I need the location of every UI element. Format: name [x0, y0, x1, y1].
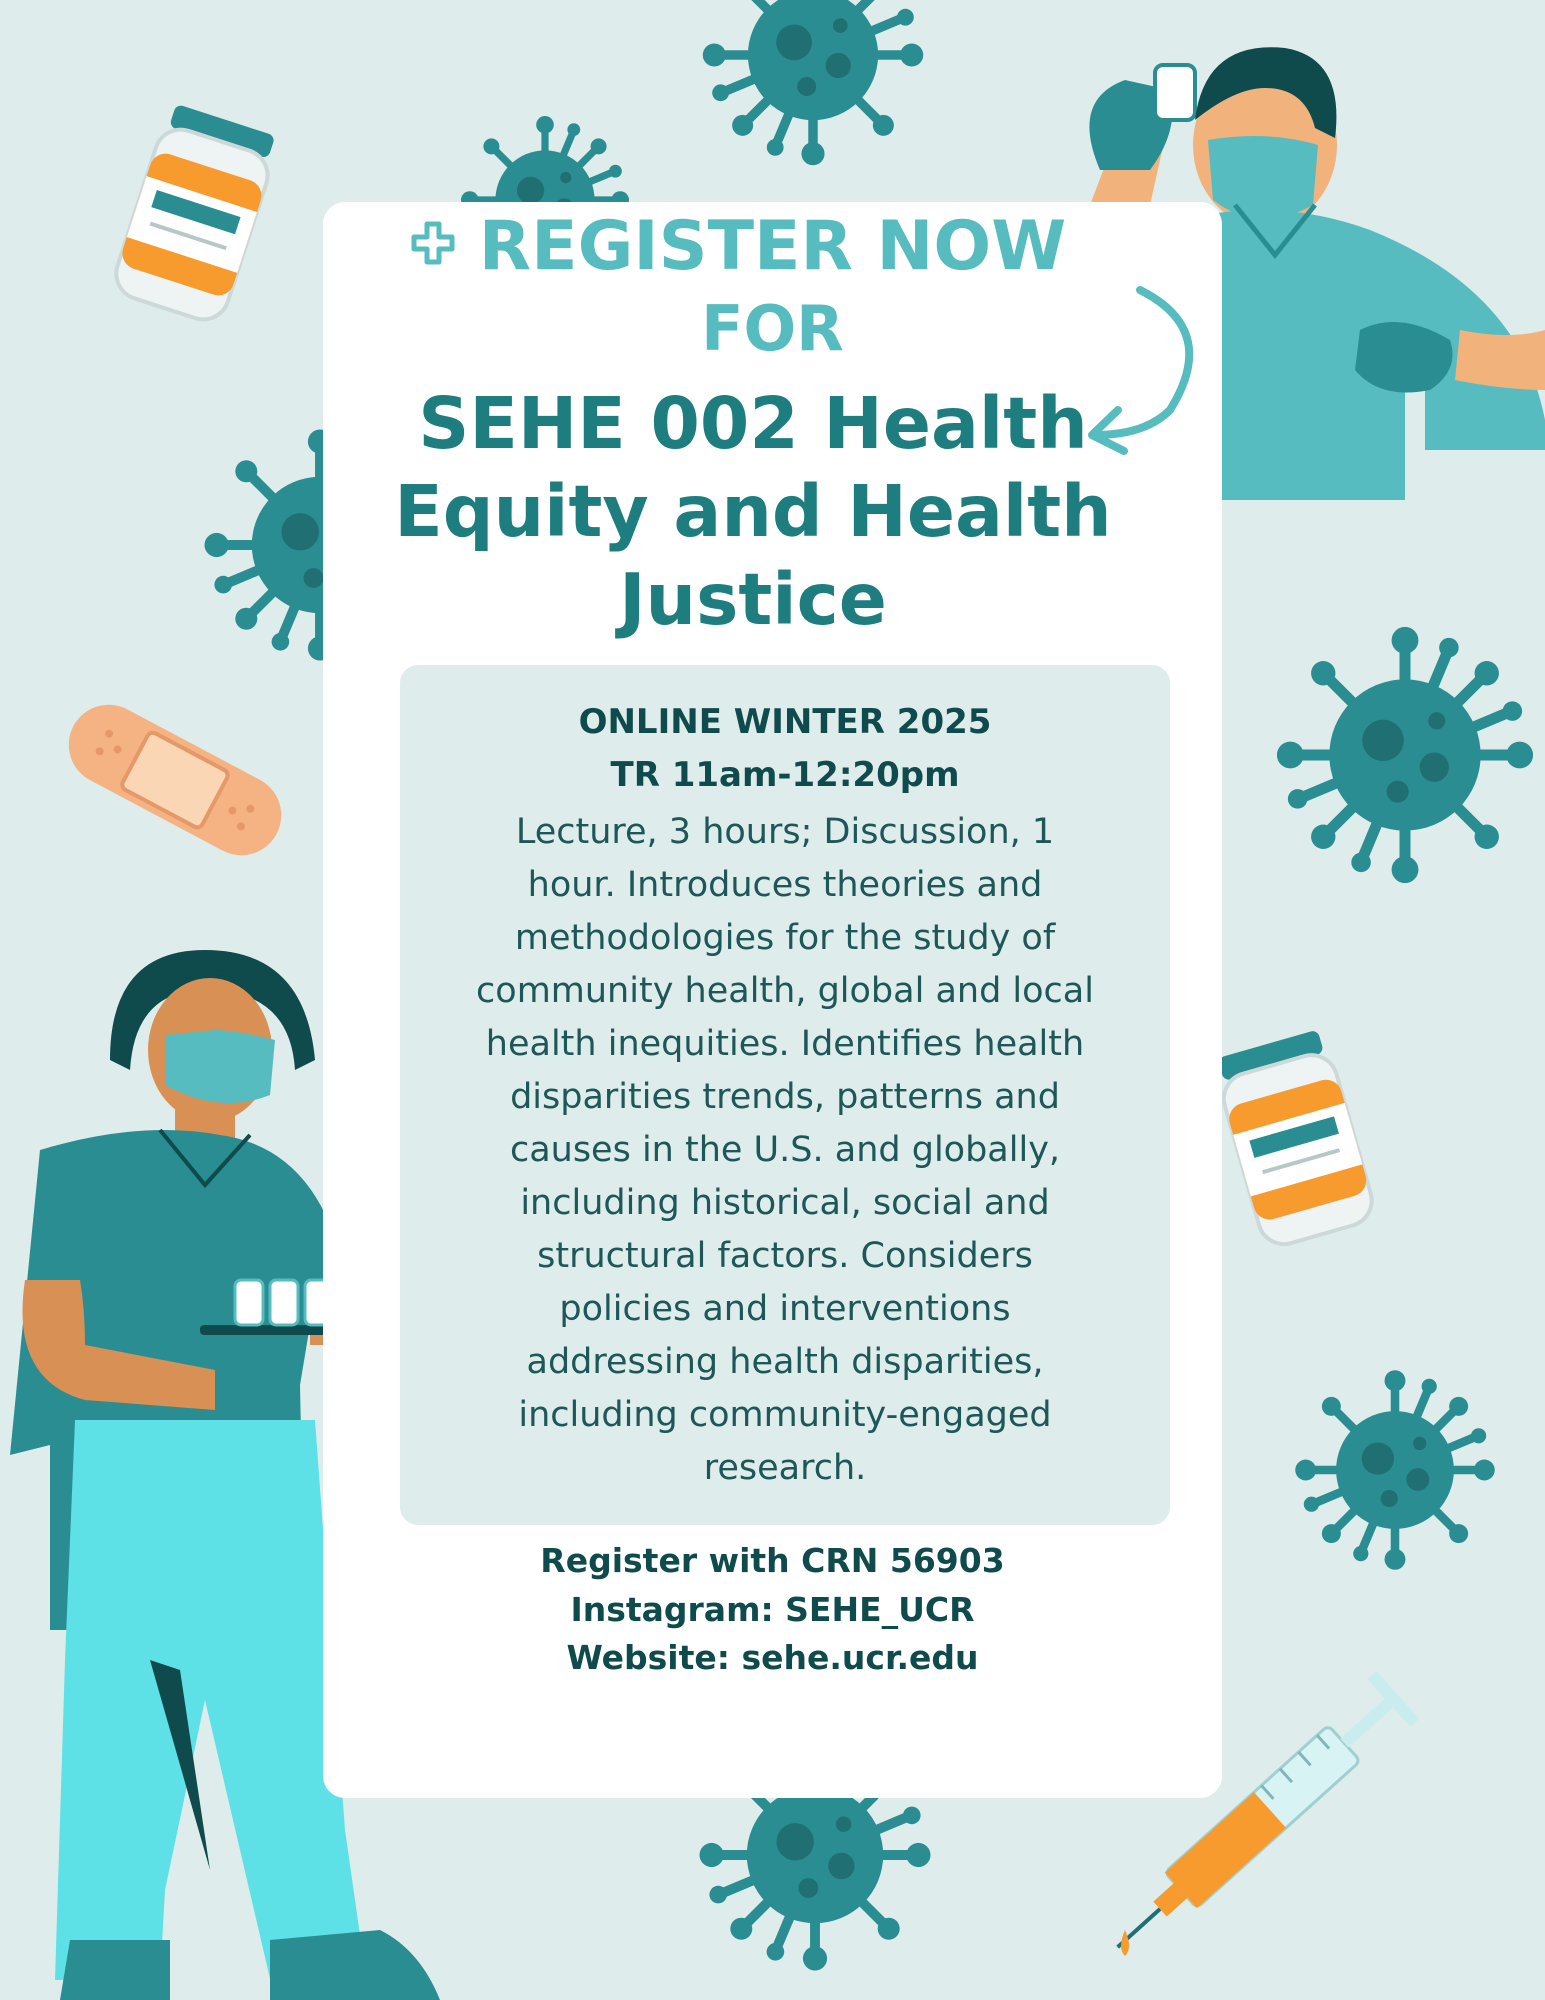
- course-schedule: TR 11am-12:20pm: [610, 755, 960, 795]
- pill-bottle-icon: [85, 75, 305, 355]
- course-description: Lecture, 3 hours; Discussion, 1 hour. Introduces theories and methodologies for the study of community health, global and local health inequities. Identifies health disparities trends, patterns and causes in the U.S. and globally, including historical, social and structural factors. Considers policies and interventions addressing health disparities, including community-engaged research.: [476, 812, 1094, 1488]
- headline-register-now: REGISTER NOW: [478, 207, 1067, 286]
- course-term: ONLINE WINTER 2025: [578, 702, 992, 742]
- virus-icon: [1270, 610, 1540, 900]
- virus-icon: [660, 1790, 970, 2000]
- virus-icon: [1285, 1365, 1505, 1575]
- headline-for: FOR: [701, 292, 844, 365]
- pill-bottle-icon: [1200, 1000, 1400, 1280]
- instagram-line: Instagram: SEHE_UCR: [570, 1590, 975, 1629]
- bandage-icon: [55, 680, 295, 880]
- virus-icon: [668, 0, 958, 170]
- virus-icon: [170, 410, 330, 680]
- course-title: SEHE 002 Health Equity and Health Justice: [394, 382, 1112, 641]
- website-line: Website: sehe.ucr.edu: [566, 1638, 979, 1677]
- crn-line: Register with CRN 56903: [540, 1541, 1005, 1580]
